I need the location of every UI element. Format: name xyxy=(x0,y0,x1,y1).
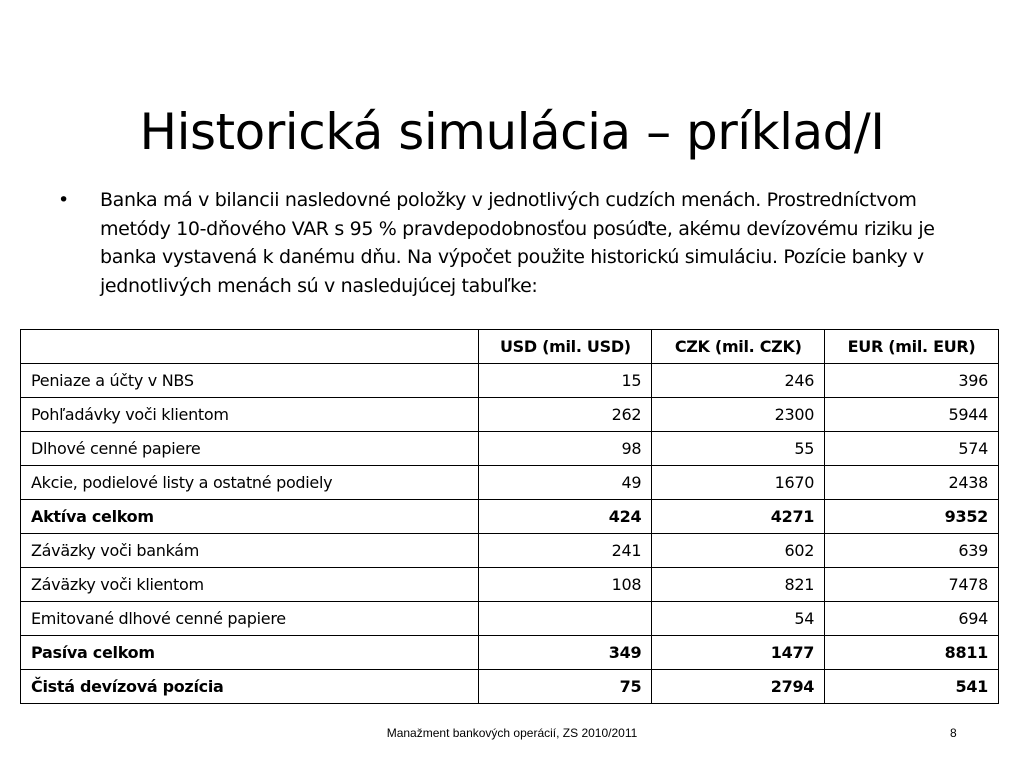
table-row xyxy=(21,364,999,398)
czk-value-cell: 2794 xyxy=(652,670,825,704)
row-label-cell: Pasíva celkom xyxy=(21,636,479,670)
eur-value-cell: 2438 xyxy=(825,466,999,500)
bullet-item xyxy=(58,186,978,300)
row-label-cell: Akcie, podielové listy a ostatné podiely xyxy=(21,466,479,500)
row-label-cell: Dlhové cenné papiere xyxy=(21,432,479,466)
table-row xyxy=(21,534,999,568)
header-cell-label xyxy=(21,330,479,364)
eur-value-cell: 7478 xyxy=(825,568,999,602)
czk-value-cell: 1670 xyxy=(652,466,825,500)
row-label-cell: Záväzky voči bankám xyxy=(21,534,479,568)
eur-value-cell: 396 xyxy=(825,364,999,398)
usd-value-cell: 15 xyxy=(479,364,652,398)
czk-value-cell: 602 xyxy=(652,534,825,568)
header-cell-eur: EUR (mil. EUR) xyxy=(825,330,999,364)
footer-text: Manažment bankových operácií, ZS 2010/2011 xyxy=(386,726,638,740)
table-row xyxy=(21,398,999,432)
eur-value-cell: 541 xyxy=(825,670,999,704)
header-cell-czk: CZK (mil. CZK) xyxy=(652,330,825,364)
czk-value-cell: 4271 xyxy=(652,500,825,534)
eur-value-cell: 8811 xyxy=(825,636,999,670)
czk-value-cell: 1477 xyxy=(652,636,825,670)
table-header-row xyxy=(21,330,999,364)
usd-value-cell: 75 xyxy=(479,670,652,704)
czk-value-cell: 54 xyxy=(652,602,825,636)
usd-value-cell: 108 xyxy=(479,568,652,602)
usd-value-cell xyxy=(479,602,652,636)
table-row xyxy=(21,466,999,500)
slide-title: Historická simulácia – príklad/I xyxy=(139,102,885,161)
eur-value-cell: 574 xyxy=(825,432,999,466)
table-row xyxy=(21,568,999,602)
bullet-text: Banka má v bilancii nasledovné položky v jednotlivých cudzích menách. Prostredníctvom metódy 10-dňového VAR s 95 % pravdepodobnosťou posúďte, akému devízovému riziku je banka vystavená k danému dňu. Na výpočet použite historickú simuláciu. Pozície banky v jednotlivých menách sú v nasledujúcej tabuľke: xyxy=(100,189,935,297)
usd-value-cell: 424 xyxy=(479,500,652,534)
table-row xyxy=(21,500,999,534)
table-row xyxy=(21,636,999,670)
eur-value-cell: 639 xyxy=(825,534,999,568)
table-row xyxy=(21,602,999,636)
table-body xyxy=(21,364,999,704)
row-label-cell: Emitované dlhové cenné papiere xyxy=(21,602,479,636)
usd-value-cell: 98 xyxy=(479,432,652,466)
czk-value-cell: 2300 xyxy=(652,398,825,432)
row-label-cell: Čistá devízová pozícia xyxy=(21,670,479,704)
row-label-cell: Peniaze a účty v NBS xyxy=(21,364,479,398)
eur-value-cell: 9352 xyxy=(825,500,999,534)
header-cell-usd: USD (mil. USD) xyxy=(479,330,652,364)
eur-value-cell: 5944 xyxy=(825,398,999,432)
usd-value-cell: 349 xyxy=(479,636,652,670)
table-row xyxy=(21,670,999,704)
czk-value-cell: 246 xyxy=(652,364,825,398)
usd-value-cell: 241 xyxy=(479,534,652,568)
usd-value-cell: 262 xyxy=(479,398,652,432)
czk-value-cell: 55 xyxy=(652,432,825,466)
usd-value-cell: 49 xyxy=(479,466,652,500)
czk-value-cell: 821 xyxy=(652,568,825,602)
table-row xyxy=(21,432,999,466)
positions-table xyxy=(20,329,999,704)
eur-value-cell: 694 xyxy=(825,602,999,636)
row-label-cell: Pohľadávky voči klientom xyxy=(21,398,479,432)
row-label-cell: Záväzky voči klientom xyxy=(21,568,479,602)
bullet-icon: • xyxy=(58,189,70,211)
row-label-cell: Aktíva celkom xyxy=(21,500,479,534)
page-number: 8 xyxy=(950,726,957,740)
